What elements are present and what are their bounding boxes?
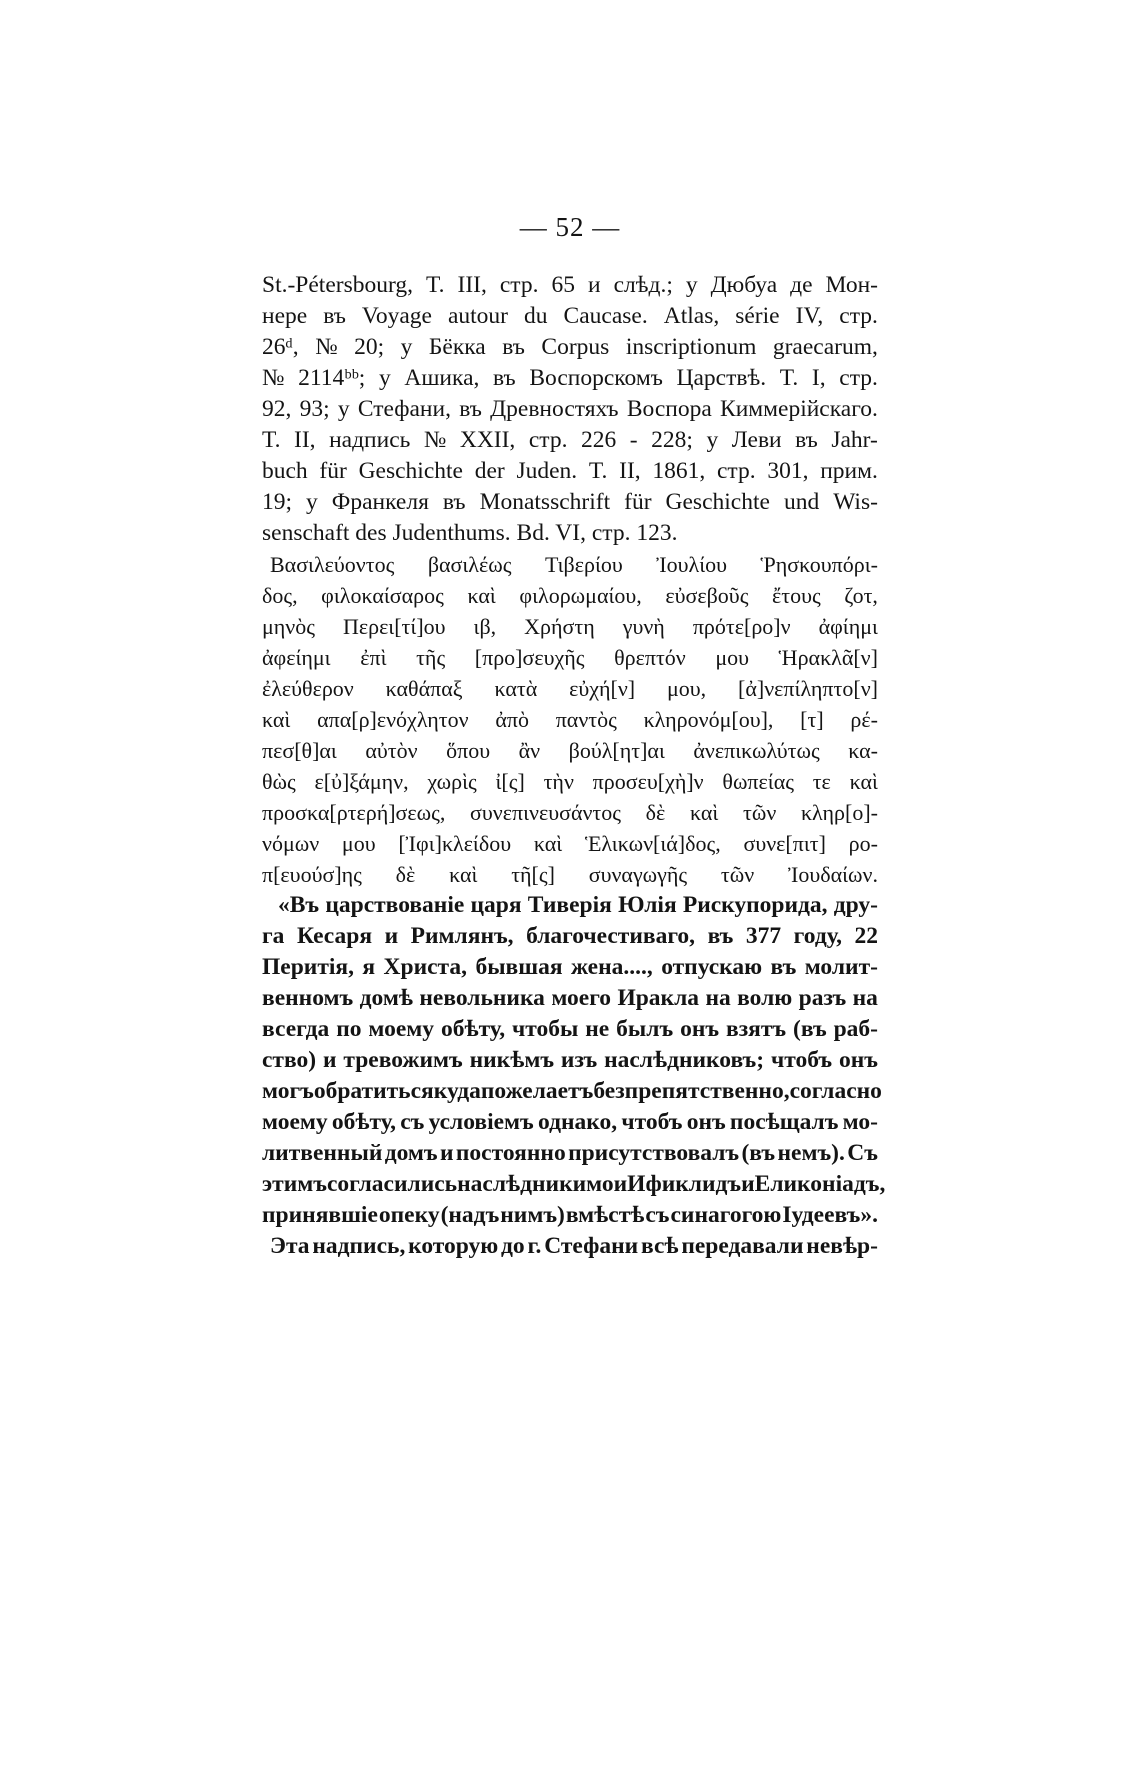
word: δος, — [262, 583, 298, 608]
word: и — [588, 272, 601, 298]
word: Мон- — [825, 272, 878, 298]
word: Стефани — [544, 1233, 639, 1259]
word: Царствѣ. — [676, 365, 767, 391]
word: III, — [457, 272, 487, 298]
text-line — [262, 425, 878, 456]
word: série — [735, 303, 780, 329]
word: βασιλέως — [427, 552, 512, 577]
word: φιλορωμαίου, — [519, 583, 642, 608]
text-line — [262, 642, 878, 673]
text-line — [262, 549, 878, 580]
word: Кесаря — [296, 923, 373, 949]
word: ρο- — [848, 831, 878, 856]
word: обѣту, — [331, 1109, 396, 1135]
word: τῶν — [720, 862, 755, 887]
word: κα- — [848, 738, 878, 763]
word: надпись — [329, 427, 411, 453]
word: εὐσεβοῦς — [665, 583, 749, 608]
word: стр. — [528, 427, 568, 453]
word: καὶ — [449, 862, 478, 887]
word: Χρήστη — [524, 614, 595, 639]
text-line — [262, 673, 878, 704]
word: согласно — [789, 1078, 882, 1104]
word: ἀφείημι — [262, 645, 331, 670]
word: συναγωγῆς — [588, 862, 688, 887]
word: Βασιλεύοντος — [270, 552, 395, 577]
word: θὼς — [262, 769, 296, 794]
word: мои — [586, 1171, 628, 1197]
word: раб- — [833, 1016, 878, 1042]
word: безпрепятственно, — [593, 1078, 790, 1104]
text-line — [262, 1169, 886, 1200]
text-line — [262, 1200, 878, 1231]
word: ἔτους — [772, 583, 821, 608]
word: венномъ — [262, 985, 354, 1011]
word: Monatsschrift — [479, 489, 611, 515]
word: Воспора — [626, 396, 712, 422]
word: постоянно — [455, 1140, 566, 1166]
word: «Въ — [278, 892, 320, 918]
word: συνεπινευσάντος — [470, 800, 621, 825]
text-line — [262, 1231, 878, 1262]
word: де — [790, 272, 813, 298]
word: (надъ — [440, 1202, 500, 1228]
word: и — [384, 923, 399, 949]
word: τῶν — [743, 800, 777, 825]
word: Ἰουλίου — [656, 552, 728, 577]
word: всѣ — [641, 1233, 679, 1259]
word: стр. — [717, 458, 756, 484]
text-line — [262, 1076, 882, 1107]
word: Рискупорида, — [682, 892, 828, 918]
word: пожелаетъ — [480, 1078, 594, 1104]
text-line — [262, 859, 878, 890]
word: Римлянъ, — [410, 923, 514, 949]
text-line — [262, 952, 878, 983]
word: синагогою — [670, 1202, 782, 1228]
word: чтобъ — [770, 1047, 833, 1073]
word: IV, — [795, 303, 824, 329]
word: Περει[τί]ου — [342, 614, 446, 639]
word: Леви — [731, 427, 782, 453]
word: δὲ — [645, 800, 666, 825]
paragraph-refs — [262, 270, 878, 549]
word: II, — [294, 427, 316, 453]
word: взятъ — [726, 1016, 787, 1042]
word: Христа, — [383, 954, 468, 980]
word: Jahr- — [831, 427, 878, 453]
word: Voyage — [361, 303, 432, 329]
word: θρεπτόν — [614, 645, 686, 670]
word: Перитія, — [262, 954, 354, 980]
word: - — [629, 427, 638, 453]
word: дру- — [833, 892, 878, 918]
word: [Ἰφι]κλείδου — [398, 831, 512, 856]
word: бывшая — [475, 954, 563, 980]
word: въ — [707, 923, 734, 949]
word: обѣту, — [440, 1016, 506, 1042]
word: κληρονόμ[ου], — [643, 707, 774, 732]
word: Съ — [847, 1140, 878, 1166]
text-line — [262, 828, 878, 859]
word: der — [474, 458, 505, 484]
word: Atlas, — [663, 303, 720, 329]
word: für — [319, 458, 347, 484]
word: невольника — [419, 985, 545, 1011]
text-line — [262, 332, 878, 363]
word: ιβ, — [473, 614, 497, 639]
word: T. — [426, 272, 445, 298]
word: ство) — [262, 1047, 317, 1073]
paragraph-translation — [262, 890, 886, 1231]
word: благочестиваго, — [526, 923, 696, 949]
word: волю — [737, 985, 793, 1011]
word: τῆς — [416, 645, 446, 670]
word: у — [685, 272, 698, 298]
word: присутствовалъ — [568, 1140, 740, 1166]
paragraph-continuation — [262, 1231, 878, 1262]
word: наслѣдники — [457, 1171, 587, 1197]
text-line — [262, 735, 878, 766]
word: ζοτ, — [844, 583, 878, 608]
text-line — [262, 1045, 878, 1076]
word: жена...., — [570, 954, 653, 980]
text-line — [262, 394, 878, 425]
word: посѣщалъ — [729, 1109, 839, 1135]
word: у — [306, 489, 318, 515]
word: въ — [442, 489, 466, 515]
word: условіемъ — [428, 1109, 534, 1135]
text-line — [262, 983, 878, 1014]
word: buch — [262, 458, 308, 484]
word: мо- — [842, 1109, 878, 1135]
word: du — [524, 303, 548, 329]
word: autour — [447, 303, 509, 329]
text-line — [262, 921, 878, 952]
word: ὅπου — [446, 738, 491, 763]
word: 228; — [651, 427, 693, 453]
word: ἐπὶ — [360, 645, 387, 670]
word: въ — [502, 334, 525, 360]
word: литвенный — [262, 1140, 383, 1166]
word: могъ — [262, 1078, 314, 1104]
word: онъ — [686, 1109, 726, 1135]
word: ἀνεπικωλύτως — [693, 738, 820, 763]
word: Juden. — [516, 458, 578, 484]
word: разъ — [798, 985, 847, 1011]
word: παντὸς — [555, 707, 617, 732]
text-line — [262, 363, 878, 394]
word: θωπείας — [722, 769, 794, 794]
text-line — [262, 301, 878, 332]
word: Ἡρακλᾶ[ν] — [778, 645, 878, 670]
word: Еликоніадъ, — [754, 1171, 886, 1197]
word: Древностяхъ — [490, 396, 619, 422]
word: καὶ — [262, 707, 291, 732]
word: Ἑλικων[ιά]δος, — [584, 831, 721, 856]
word: опеку — [378, 1202, 440, 1228]
word: моего — [551, 985, 612, 1011]
word: № — [423, 427, 447, 453]
word: τῆ[ς] — [511, 862, 555, 887]
word: καὶ — [849, 769, 878, 794]
word: надпись, — [312, 1233, 406, 1259]
word: μηνὸς — [262, 614, 315, 639]
word: καὶ — [467, 583, 496, 608]
text-line — [262, 704, 878, 735]
word: [τ] — [800, 707, 824, 732]
word: Иракла — [617, 985, 700, 1011]
word: Wis- — [833, 489, 878, 515]
word: χωρὶς — [427, 769, 477, 794]
word: домъ — [384, 1140, 438, 1166]
word: καὶ — [533, 831, 563, 856]
word: тревожимъ — [343, 1047, 463, 1073]
word: Corpus — [541, 334, 610, 360]
word: I, — [811, 365, 826, 391]
word: въ — [459, 396, 482, 422]
word: Ἰουδαίων. — [787, 862, 878, 887]
word: въ — [795, 427, 818, 453]
text-line — [262, 1014, 878, 1045]
word: μου, — [666, 676, 707, 701]
word: до — [501, 1233, 525, 1259]
word: былъ — [616, 1016, 674, 1042]
word: συνε[πιτ] — [743, 831, 826, 856]
text-block — [262, 270, 886, 1262]
word: и — [741, 1171, 755, 1197]
word: ἀφίημι — [818, 614, 878, 639]
text-line — [262, 1138, 878, 1169]
word: απα[ρ]ενόχλητον — [317, 707, 469, 732]
word: нимъ) — [500, 1202, 565, 1228]
word: [ἀ]νεπίληπτο[ν] — [738, 676, 878, 701]
word: φιλοκαίσαρος — [321, 583, 444, 608]
word: царствованіе — [325, 892, 465, 918]
word: передавали — [681, 1233, 804, 1259]
word: 22 — [854, 923, 878, 949]
word: у — [337, 396, 350, 422]
word: 1861, — [652, 458, 706, 484]
word: съ — [645, 1202, 670, 1228]
word: по — [336, 1016, 362, 1042]
word: онъ — [680, 1016, 720, 1042]
word: senschaft des Judenthums. Bd. VI, стр. 123. — [262, 520, 678, 546]
word: стр. — [499, 272, 539, 298]
word: προσκα[ρτερή]σεως, — [262, 800, 446, 825]
word: этимъ — [262, 1171, 327, 1197]
word: которую — [408, 1233, 499, 1259]
word: νόμων — [262, 831, 320, 856]
word: κατὰ — [494, 676, 538, 701]
word: T. — [588, 458, 608, 484]
word: μου — [715, 645, 750, 670]
word: ε[ὐ]ξάμην, — [314, 769, 409, 794]
word: εὐχή[ν] — [569, 676, 636, 701]
word: 92, — [262, 396, 292, 422]
word: Тиверія — [527, 892, 612, 918]
word: πρότε[ρο]ν — [692, 614, 791, 639]
word: стр. — [839, 303, 878, 329]
word: ἰ[ς] — [495, 769, 525, 794]
word: однако, — [538, 1109, 618, 1135]
word: прим. — [820, 458, 878, 484]
text-line — [262, 518, 878, 549]
word: δὲ — [395, 862, 416, 887]
word: (въ — [793, 1016, 827, 1042]
word: № — [262, 365, 285, 391]
word: Стефани, — [357, 396, 451, 422]
word: Geschichte — [358, 458, 463, 484]
word: 377 — [745, 923, 782, 949]
text-line — [262, 487, 878, 518]
word: 65 — [551, 272, 575, 298]
word: Caucase. — [563, 303, 648, 329]
word: ἐλεύθερον — [262, 676, 354, 701]
text-line — [262, 270, 878, 301]
word: πεσ[θ]αι — [262, 738, 337, 763]
word: вмѣстѣ — [565, 1202, 645, 1228]
word: 93; — [299, 396, 330, 422]
word: у — [706, 427, 719, 453]
word: отпускаю — [661, 954, 763, 980]
word: у — [378, 365, 391, 391]
word: га — [262, 923, 285, 949]
word: въ — [493, 365, 516, 391]
word: и — [322, 1047, 337, 1073]
word: чтобы — [512, 1016, 579, 1042]
word: ἀπὸ — [495, 707, 529, 732]
word: [προ]σευχῆς — [474, 645, 585, 670]
word: XXII, — [459, 427, 516, 453]
word: T. — [779, 365, 799, 391]
text-line — [262, 611, 878, 642]
text-line — [262, 766, 878, 797]
word: Іудеевъ». — [782, 1202, 878, 1228]
word: 2114ᵇᵇ; — [298, 365, 366, 391]
word: моему — [368, 1016, 435, 1042]
word: съ — [400, 1109, 425, 1135]
word: τὴν — [543, 769, 574, 794]
word: τε — [812, 769, 831, 794]
text-line — [262, 1107, 878, 1138]
word: ρέ- — [850, 707, 878, 732]
word: καὶ — [689, 800, 719, 825]
word: наслѣдниковъ; — [604, 1047, 765, 1073]
text-line — [262, 456, 878, 487]
word: ἂν — [518, 738, 541, 763]
word: π[ευούσ]ης — [262, 862, 362, 887]
word: βούλ[ητ]αι — [568, 738, 665, 763]
word: молит- — [804, 954, 878, 980]
word: graecarum, — [772, 334, 878, 360]
word: Юлія — [618, 892, 677, 918]
word: II, — [619, 458, 641, 484]
word: αὐτὸν — [365, 738, 418, 763]
word: und — [783, 489, 820, 515]
word: für — [624, 489, 652, 515]
word: Τιβερίου — [544, 552, 623, 577]
text-line — [262, 890, 878, 921]
word: нере — [262, 303, 308, 329]
word: 226 — [581, 427, 617, 453]
word: всегда — [262, 1016, 330, 1042]
word: я — [362, 954, 376, 980]
word: inscriptionum — [625, 334, 757, 360]
word: (въ — [741, 1140, 776, 1166]
word: Франкеля — [331, 489, 429, 515]
word: Воспорскомъ — [529, 365, 663, 391]
word: въ — [323, 303, 346, 329]
word: и — [439, 1140, 454, 1166]
word: γυνὴ — [622, 614, 665, 639]
word: домѣ — [359, 985, 413, 1011]
word: Ῥησκουπόρι- — [760, 552, 878, 577]
word: T. — [262, 427, 281, 453]
word: κληρ[ο]- — [800, 800, 878, 825]
paragraph-greek — [262, 549, 878, 890]
word: г. — [527, 1233, 542, 1259]
word: куда — [433, 1078, 481, 1104]
word: μου — [341, 831, 376, 856]
word: въ — [770, 954, 797, 980]
word: чтобъ — [621, 1109, 683, 1135]
word: стр. — [839, 365, 878, 391]
word: обратиться — [313, 1078, 434, 1104]
word: 26ᵈ, — [262, 334, 299, 360]
word: 19; — [262, 489, 293, 515]
word: καθάπαξ — [385, 676, 463, 701]
word: моему — [262, 1109, 328, 1135]
word: № — [315, 334, 338, 360]
word: царя — [470, 892, 522, 918]
word: Бёкка — [428, 334, 486, 360]
page-number: — 52 — — [519, 212, 621, 242]
word: не — [585, 1016, 610, 1042]
word: προσευ[χὴ]ν — [592, 769, 704, 794]
text-line — [262, 797, 878, 828]
word: согласились — [326, 1171, 458, 1197]
word: 20; — [354, 334, 385, 360]
word: невѣр- — [806, 1233, 878, 1259]
word: слѣд.; — [613, 272, 673, 298]
word: Ификлидъ — [627, 1171, 742, 1197]
word: Ашика, — [404, 365, 480, 391]
word: у — [400, 334, 413, 360]
word: онъ — [838, 1047, 878, 1073]
word: Дюбуа — [710, 272, 778, 298]
word: никѣмъ — [469, 1047, 555, 1073]
word: St.-Pétersbourg, — [262, 272, 414, 298]
text-line — [262, 580, 878, 611]
word: Киммерійскаго. — [720, 396, 878, 422]
word: году, — [793, 923, 842, 949]
word: на — [852, 985, 878, 1011]
word: немъ). — [777, 1140, 845, 1166]
word: изъ — [560, 1047, 598, 1073]
word: принявшіе — [262, 1202, 378, 1228]
word: Эта — [270, 1233, 310, 1259]
word: на — [705, 985, 731, 1011]
word: Geschichte — [665, 489, 770, 515]
word: 301, — [767, 458, 809, 484]
